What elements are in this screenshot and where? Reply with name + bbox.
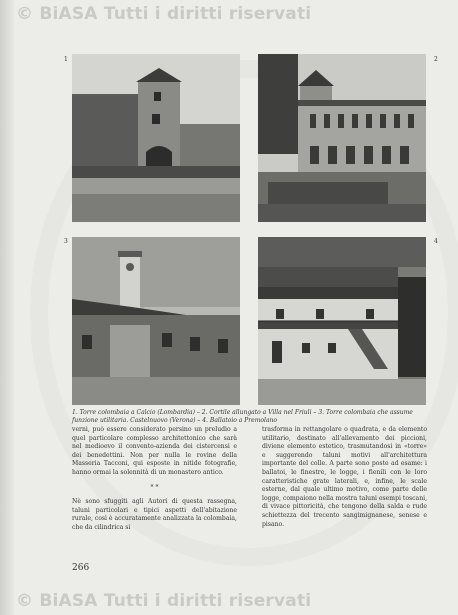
photo-dovecote-tower-calcio <box>72 54 240 222</box>
photo-number: 3 <box>64 238 68 245</box>
photo-caption: 1. Torre colombaia a Calcio (Lombardia) – 2. Cortile allungato a Villa nel Friuli – 3. Torre colombaia che assume funzione utilitaria. Castelnuovo (Verona) – 4. Ballatoio a Premolano <box>72 409 413 424</box>
photo-courtyard-friuli <box>258 54 426 222</box>
photo-dovecote-castelnuovo <box>72 237 240 405</box>
paragraph: verni, può essere considerato persino un preludio a quel particolare complesso architettonico che sarà nel medioevo il convento-azienda dei cistercensi e dei benedettini. Non per nulla le rovine della Masseria Tacconi, qui esposte in nitide fotografie, hanno ormai la solennità di un monastero antico. <box>72 426 237 476</box>
section-separator: * * <box>150 483 159 491</box>
page-number: 266 <box>72 563 90 573</box>
text-column-left <box>72 426 237 539</box>
photo-number: 4 <box>434 238 438 245</box>
watermark-bottom: © BiASA Tutti i diritti riservati <box>16 591 312 611</box>
paragraph: Nè sono sfuggiti agli Autori di questa rassegna, taluni particolari e tipici aspetti dell'abitazione rurale, così è accuratamente analizzata la colombaia, che da cilindrica si <box>72 498 237 531</box>
photo-number: 2 <box>434 56 438 63</box>
watermark-top: © BiASA Tutti i diritti riservati <box>16 4 312 24</box>
text-column-right <box>262 426 427 535</box>
paragraph: trasforma in rettangolare o quadrata, e da elemento utilitario, destinato all'allevamento dei piccioni, diviene elemento estetico, trasmutandosi in «torre» e suggerendo taluni motivi all'architettura importante del colle. A parte sono poste ad esame: i ballatoi, le finestre, le logge, i fienili con le loro caratteristiche grate laterali, e, infine, le scale esterne, dal quale ultimo motivo, come parte delle logge, compaiono nella mostra taluni esempi toscani, di vivace pittoricità, che tengono della salda e rude schiettezza del trecento sangimignanese, senese e pisano. <box>262 426 427 528</box>
photo-balcony-premolano <box>258 237 426 405</box>
page-spine <box>0 0 14 615</box>
photo-number: 1 <box>64 56 68 63</box>
